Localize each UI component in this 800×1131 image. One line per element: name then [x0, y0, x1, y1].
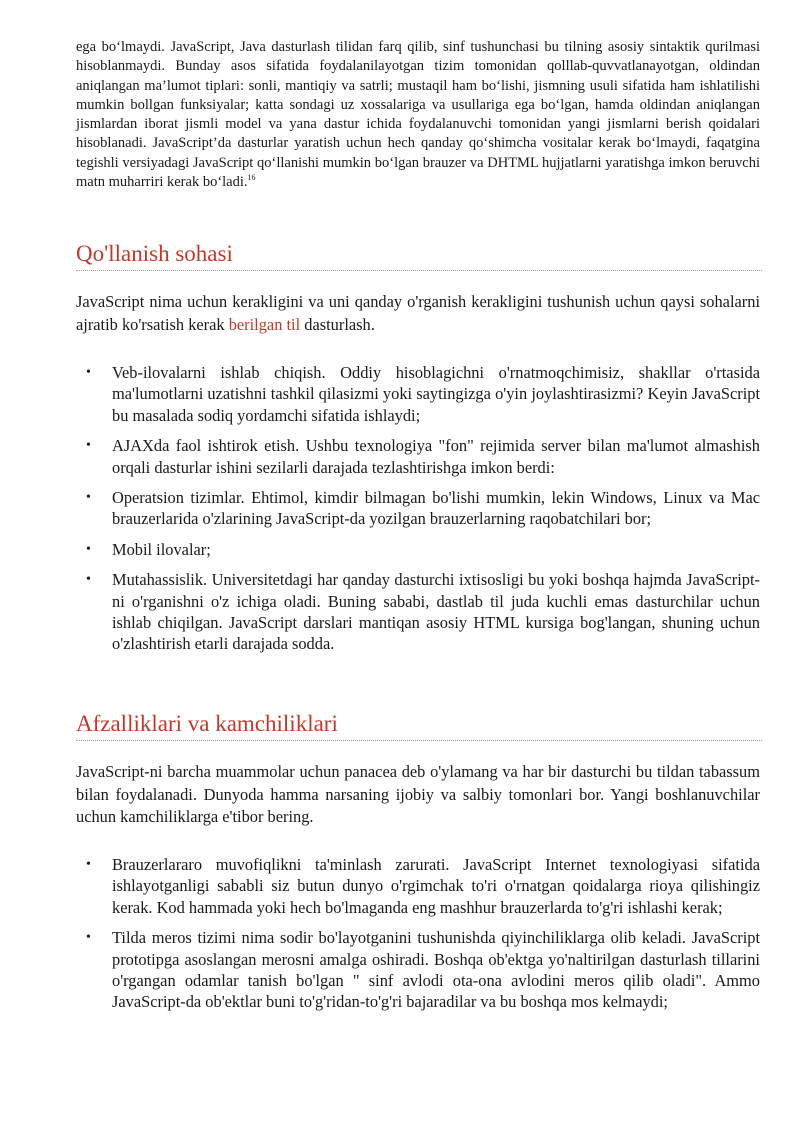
pros-cons-list [76, 854, 760, 1022]
inline-link[interactable]: berilgan til [228, 314, 301, 334]
section-heading-usage: Qo'llanish sohasi [76, 240, 762, 271]
intro-paragraph [76, 38, 760, 192]
intro-text: ega bo‘lmaydi. JavaScript, Java dasturlash tilidan farq qilib, sinf tushunchasi bu tilning asosiy sintaktik qurilmasi hisoblanmaydi. Bunday asos sifatida foydalanilayotgan tizim tomonidan qolllab-quvvatlanayotgan, oldindan aniqlangan ma’lumot tiplari: sonli, mantiqiy va satrli; mustaqil ham bo‘lishi, jismning usuli sifatida ham ishlatilishi mumkin bollgan funksiyalar; katta sondagi uz xossalariga va usullariga ega bo‘lgan, hamda oldindan aniqlangan jismlardan iborat jismli model va yana dastur ichida foydalanuvchi tomonidan yangi jismlarni berish qoidalari hisoblanadi. JavaScript’da dasturlar yaratish uchun hech qanday qo‘shimcha vositalar kerak bo‘lmaydi, faqatgina tegishli versiyadagi JavaScript qo‘llanishi mumkin bo‘lgan brauzer va DHTML hujjatlarni yaratishga imkon beruvchi matn muharriri kerak bo‘ladi. [76, 39, 760, 191]
list-item [76, 569, 760, 655]
bullet-icon: • [86, 541, 91, 557]
list-item-text: Mobil ilovalar; [112, 539, 211, 559]
bullet-icon: • [86, 857, 91, 872]
footnote-marker[interactable]: 16 [247, 173, 256, 183]
bullet-icon: • [86, 365, 91, 380]
pros-cons-intro-paragraph: JavaScript-ni barcha muammolar uchun panacea deb o'ylamang va har bir dasturchi bu tildan tabassum bilan foydalanadi. Dunyoda hamma narsaning ijobiy va salbiy tomonlari bor. Yangi boshlanuvchilar uchun kamchiliklarga e'tibor bering. [76, 762, 760, 827]
section-heading-pros-cons: Afzalliklari va kamchiliklari [76, 710, 762, 741]
list-item [76, 927, 760, 1013]
bullet-icon: • [86, 930, 91, 946]
list-item-text: AJAXda faol ishtirok etish. Ushbu texnologiya "fon" rejimida server bilan ma'lumot almashish orqali dasturlar ishini sezilarli darajada tezlashtirishga imkon berdi: [112, 436, 760, 477]
bullet-icon: • [86, 490, 91, 506]
list-item-text: Brauzerlararo muvofiqlikni ta'minlash zarurati. JavaScript Internet texnologiyasi sifatida ishlayotganligi sababli siz butun dunyo o'rgimchak to'ri o'rnatgan qoidalarga rioya qilishingiz kerak. Kod hammada yoki hech bo'lmaganda eng mashhur brauzerlarda to'g'ri ishlashi kerak; [112, 855, 760, 917]
list-item [76, 539, 760, 560]
usage-list [76, 362, 760, 664]
bullet-icon: • [86, 438, 91, 454]
list-item-text: Operatsion tizimlar. Ehtimol, kimdir bilmagan bo'lishi mumkin, lekin Windows, Linux va Mac brauzerlarida o'zlarining JavaScript-da yozilgan brauzerlarning raqobatchilari bor; [112, 488, 760, 529]
usage-intro-text-end: dasturlash. [300, 314, 375, 334]
list-item-text: Veb-ilovalarni ishlab chiqish. Oddiy hisoblagichni o'rnatmoqchimisiz, shakllar o'rtasida ma'lumotlarni uzatishni tashkil qilasizmi yoki saytingizga o'yin joylashtirasizmi? Keyin JavaScript bu masalada sodiq yordamchi sifatida ishlaydi; [112, 363, 760, 425]
list-item [76, 362, 760, 426]
usage-intro-paragraph [76, 291, 760, 336]
list-item-text: Tilda meros tizimi nima sodir bo'layotganini tushunishda qiyinchiliklarga olib keladi. JavaScript prototipga asoslangan merosni amalga oshiradi. Boshqa ob'ektga yo'naltirilgan dasturlash tillarini o'rgangan odamlar tanish bo'lgan " sinf avlodi ota-ona avlodini meros qilib oladi". Ammo JavaScript-da ob'ektlar buni to'g'ridan-to'g'ri bajaradilar va bu boshqa mos kelmaydi; [112, 928, 760, 1012]
usage-intro-text-start: JavaScript nima uchun kerakligini va uni qanday o'rganish kerakligini tushunish uchun qaysi sohalarni ajratib ko'rsatish kerak [76, 292, 760, 334]
list-item [76, 435, 760, 478]
list-item [76, 854, 760, 918]
list-item-text: Mutahassislik. Universitetdagi har qanday dasturchi ixtisosligi bu yoki boshqa hajmda JavaScript-ni o'rganishni o'z ichiga oladi. Buning sababi, dastlab til juda kuchli emas dasturchilar uchun ishlab chiqilgan. JavaScript darslari mantiqan asosiy HTML kursiga bog'langan, shuning uchun o'zlashtirish etarli darajada sodda. [112, 570, 760, 654]
bullet-icon: • [86, 572, 91, 588]
list-item [76, 487, 760, 530]
